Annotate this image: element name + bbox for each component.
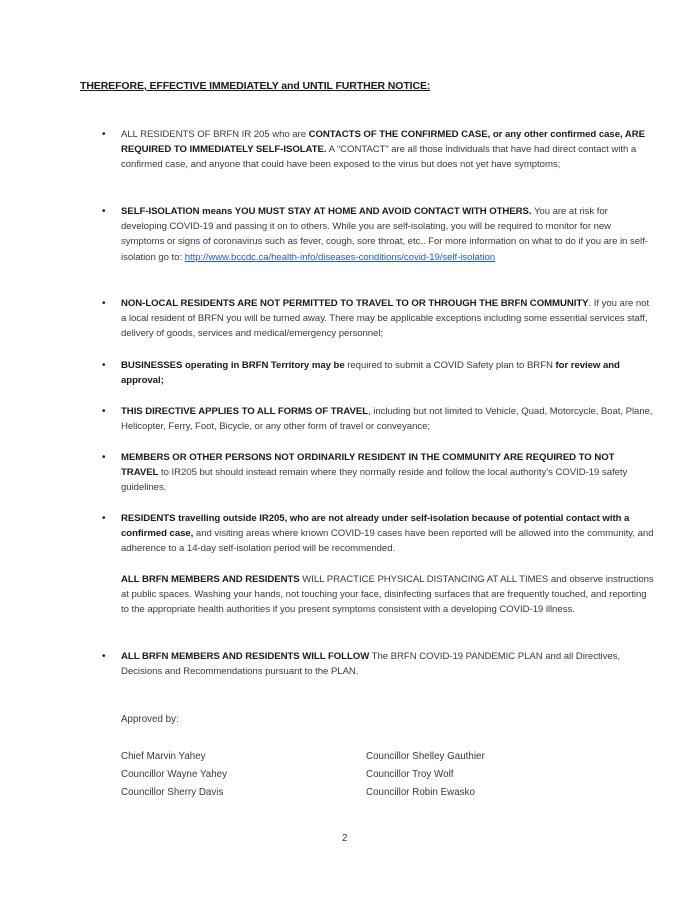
signatories-left bbox=[121, 748, 227, 802]
item-text: You are at risk for developing COVID-19 and passing it on to others. While you are self-isolating, you will be required to monitor for new symptoms or signs of coronavirus such as fever, cough, sore throat, etc.. For more information on what to do if you are in self-isolation go to: bbox=[121, 206, 648, 263]
signatory-name: Councillor Troy Wolf bbox=[366, 769, 454, 780]
item-bold-text: for review and approval; bbox=[121, 360, 620, 387]
bullet-icon: • bbox=[102, 406, 106, 417]
self-isolation-link[interactable]: http://www.bccdc.ca/health-info/diseases-conditions/covid-19/self-isolation bbox=[184, 251, 496, 263]
list-item bbox=[102, 296, 654, 342]
list-item bbox=[102, 404, 654, 434]
bullet-icon: • bbox=[102, 129, 106, 140]
para-bold-text: ALL BRFN MEMBERS AND RESIDENTS bbox=[121, 574, 300, 585]
signatory-name: Councillor Robin Ewasko bbox=[366, 787, 475, 798]
section-heading: THEREFORE, EFFECTIVE IMMEDIATELY and UNTIL FURTHER NOTICE: bbox=[80, 80, 431, 92]
list-item bbox=[102, 127, 654, 173]
item-text: required to submit a COVID Safety plan to BRFN bbox=[344, 360, 556, 371]
list-item bbox=[102, 450, 654, 496]
item-text: to IR205 but should instead remain where they normally reside and follow the local authority’s COVID-19 safety guidelines. bbox=[121, 467, 628, 494]
item-bold-text: ALL BRFN MEMBERS AND RESIDENTS WILL FOLLOW bbox=[121, 651, 370, 662]
page-number: 2 bbox=[342, 833, 348, 844]
bullet-icon: • bbox=[102, 452, 106, 463]
list-item bbox=[102, 649, 654, 679]
approved-by-label: Approved by: bbox=[121, 714, 179, 725]
signatory-name: Chief Marvin Yahey bbox=[121, 751, 206, 762]
item-text: The BRFN COVID-19 PANDEMIC PLAN and all Directives, Decisions and Recommendations pursuant to the PLAN. bbox=[121, 651, 621, 678]
signatory-name: Councillor Sherry Davis bbox=[121, 787, 224, 798]
bullet-icon: • bbox=[102, 651, 106, 662]
list-item bbox=[102, 204, 654, 265]
item-bold-text: BUSINESSES operating in BRFN Territory may be bbox=[121, 360, 345, 371]
bullet-icon: • bbox=[102, 206, 106, 217]
item-bold-text: MEMBERS OR OTHER PERSONS NOT ORDINARILY RESIDENT IN THE COMMUNITY ARE REQUIRED TO NOT TRAVEL bbox=[121, 452, 615, 479]
item-bold-text: THIS DIRECTIVE APPLIES TO ALL FORMS OF TRAVEL bbox=[121, 406, 369, 417]
bullet-icon: • bbox=[102, 298, 106, 309]
bullet-icon: • bbox=[102, 513, 106, 524]
item-text: . If you are not a local resident of BRFN you will be turned away. There may be applicable exceptions including some essential services staff, delivery of goods, services and medical/emergency personnel; bbox=[121, 298, 650, 340]
item-text: A “CONTACT” are all those individuals that have had direct contact with a confirmed case, and anyone that could have been exposed to the virus but does not yet have symptoms; bbox=[121, 144, 637, 171]
para-text: WILL PRACTICE PHYSICAL DISTANCING AT ALL TIMES and observe instructions at public spaces. Washing your hands, not touching your face, disinfecting surfaces that are frequently touched, and reporting to the appropriate health authorities if you present symptoms consistent with a developing COVID-19 illness. bbox=[121, 574, 654, 616]
signatories-right bbox=[366, 748, 485, 802]
item-bold-text: SELF-ISOLATION means YOU MUST STAY AT HOME AND AVOID CONTACT WITH OTHERS. bbox=[121, 206, 532, 217]
item-text: , including but not limited to Vehicle, Quad, Motorcycle, Boat, Plane, Helicopter, Ferry, Foot, Bicycle, or any other form of travel or conveyance; bbox=[121, 406, 653, 433]
signatory-name: Councillor Wayne Yahey bbox=[121, 769, 228, 780]
list-item bbox=[102, 511, 654, 557]
list-item bbox=[102, 358, 654, 388]
item-bold-text: RESIDENTS travelling outside IR205, who are not already under self-isolation because of potential contact with a confirmed case, bbox=[121, 513, 630, 540]
item-text: and visiting areas where known COVID-19 cases have been reported will be allowed into the community, and adherence to a 14-day self-isolation period will be recommended. bbox=[121, 528, 654, 555]
item-text: ALL RESIDENTS OF BRFN IR 205 who are bbox=[121, 129, 309, 140]
distancing-paragraph bbox=[121, 572, 654, 618]
signatory-name: Councillor Shelley Gauthier bbox=[366, 751, 485, 762]
item-bold-text: NON-LOCAL RESIDENTS ARE NOT PERMITTED TO TRAVEL TO OR THROUGH THE BRFN COMMUNITY bbox=[121, 298, 589, 309]
bullet-icon: • bbox=[102, 360, 106, 371]
item-bold-text: CONTACTS OF THE CONFIRMED CASE, or any other confirmed case, ARE REQUIRED TO IMMEDIATELY SELF-ISOLATE. bbox=[121, 129, 645, 156]
